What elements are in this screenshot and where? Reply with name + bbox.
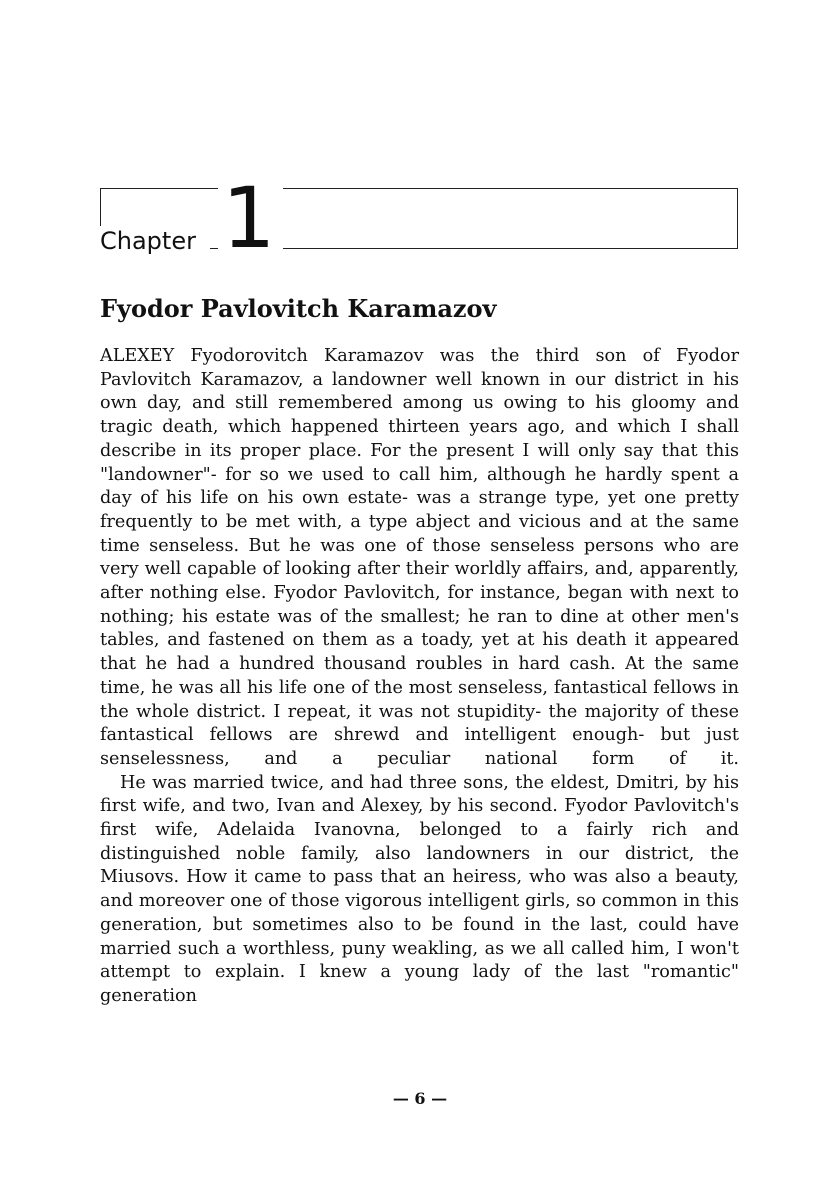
body-text	[100, 345, 739, 1009]
paragraph-2: He was married twice, and had three sons, the eldest, Dmitri, by his first wife, and two, Ivan and Alexey, by his second. Fyodor Pavlovitch's first wife, Adelaida Ivanovna, belonged to a fairly rich and distinguished noble family, also landowners in our district, the Miusovs. How it came to pass that an heiress, who was also a beauty, and moreover one of those vigorous intelligent girls, so common in this generation, but sometimes also to be found in the last, could have married such a worthless, puny weakling, as we all called him, I won't attempt to explain. I knew a young lady of the last "romantic" generation	[100, 772, 739, 1006]
chapter-number: 1	[218, 170, 283, 266]
page-number: — 6 —	[392, 1089, 448, 1108]
chapter-label: Chapter	[100, 226, 210, 262]
paragraph-1: ALEXEY Fyodorovitch Karamazov was the third son of Fyodor Pavlovitch Karamazov, a landowner well known in our district in his own day, and still remembered among us owing to his gloomy and tragic death, which happened thirteen years ago, and which I shall describe in its proper place. For the present I will only say that this "landowner"- for so we used to call him, although he hardly spent a day of his life on his own estate- was a strange type, yet one pretty frequently to be met with, a type abject and vicious and at the same time senseless. But he was one of those senseless persons who are very well capable of looking after their worldly affairs, and, apparently, after nothing else. Fyodor Pavlovitch, for instance, began with next to nothing; his estate was of the smallest; he ran to dine at other men's tables, and fastened on them as a toady, yet at his death it appeared that he had a hundred thousand roubles in hard cash. At the same time, he was all his life one of the most senseless, fantastical fellows in the whole district. I repeat, it was not stupidity- the majority of these fantastical fellows are shrewd and intelligent enough- but just senselessness, and a peculiar national form of it.	[100, 346, 739, 769]
chapter-title: Fyodor Pavlovitch Karamazov	[100, 294, 497, 323]
